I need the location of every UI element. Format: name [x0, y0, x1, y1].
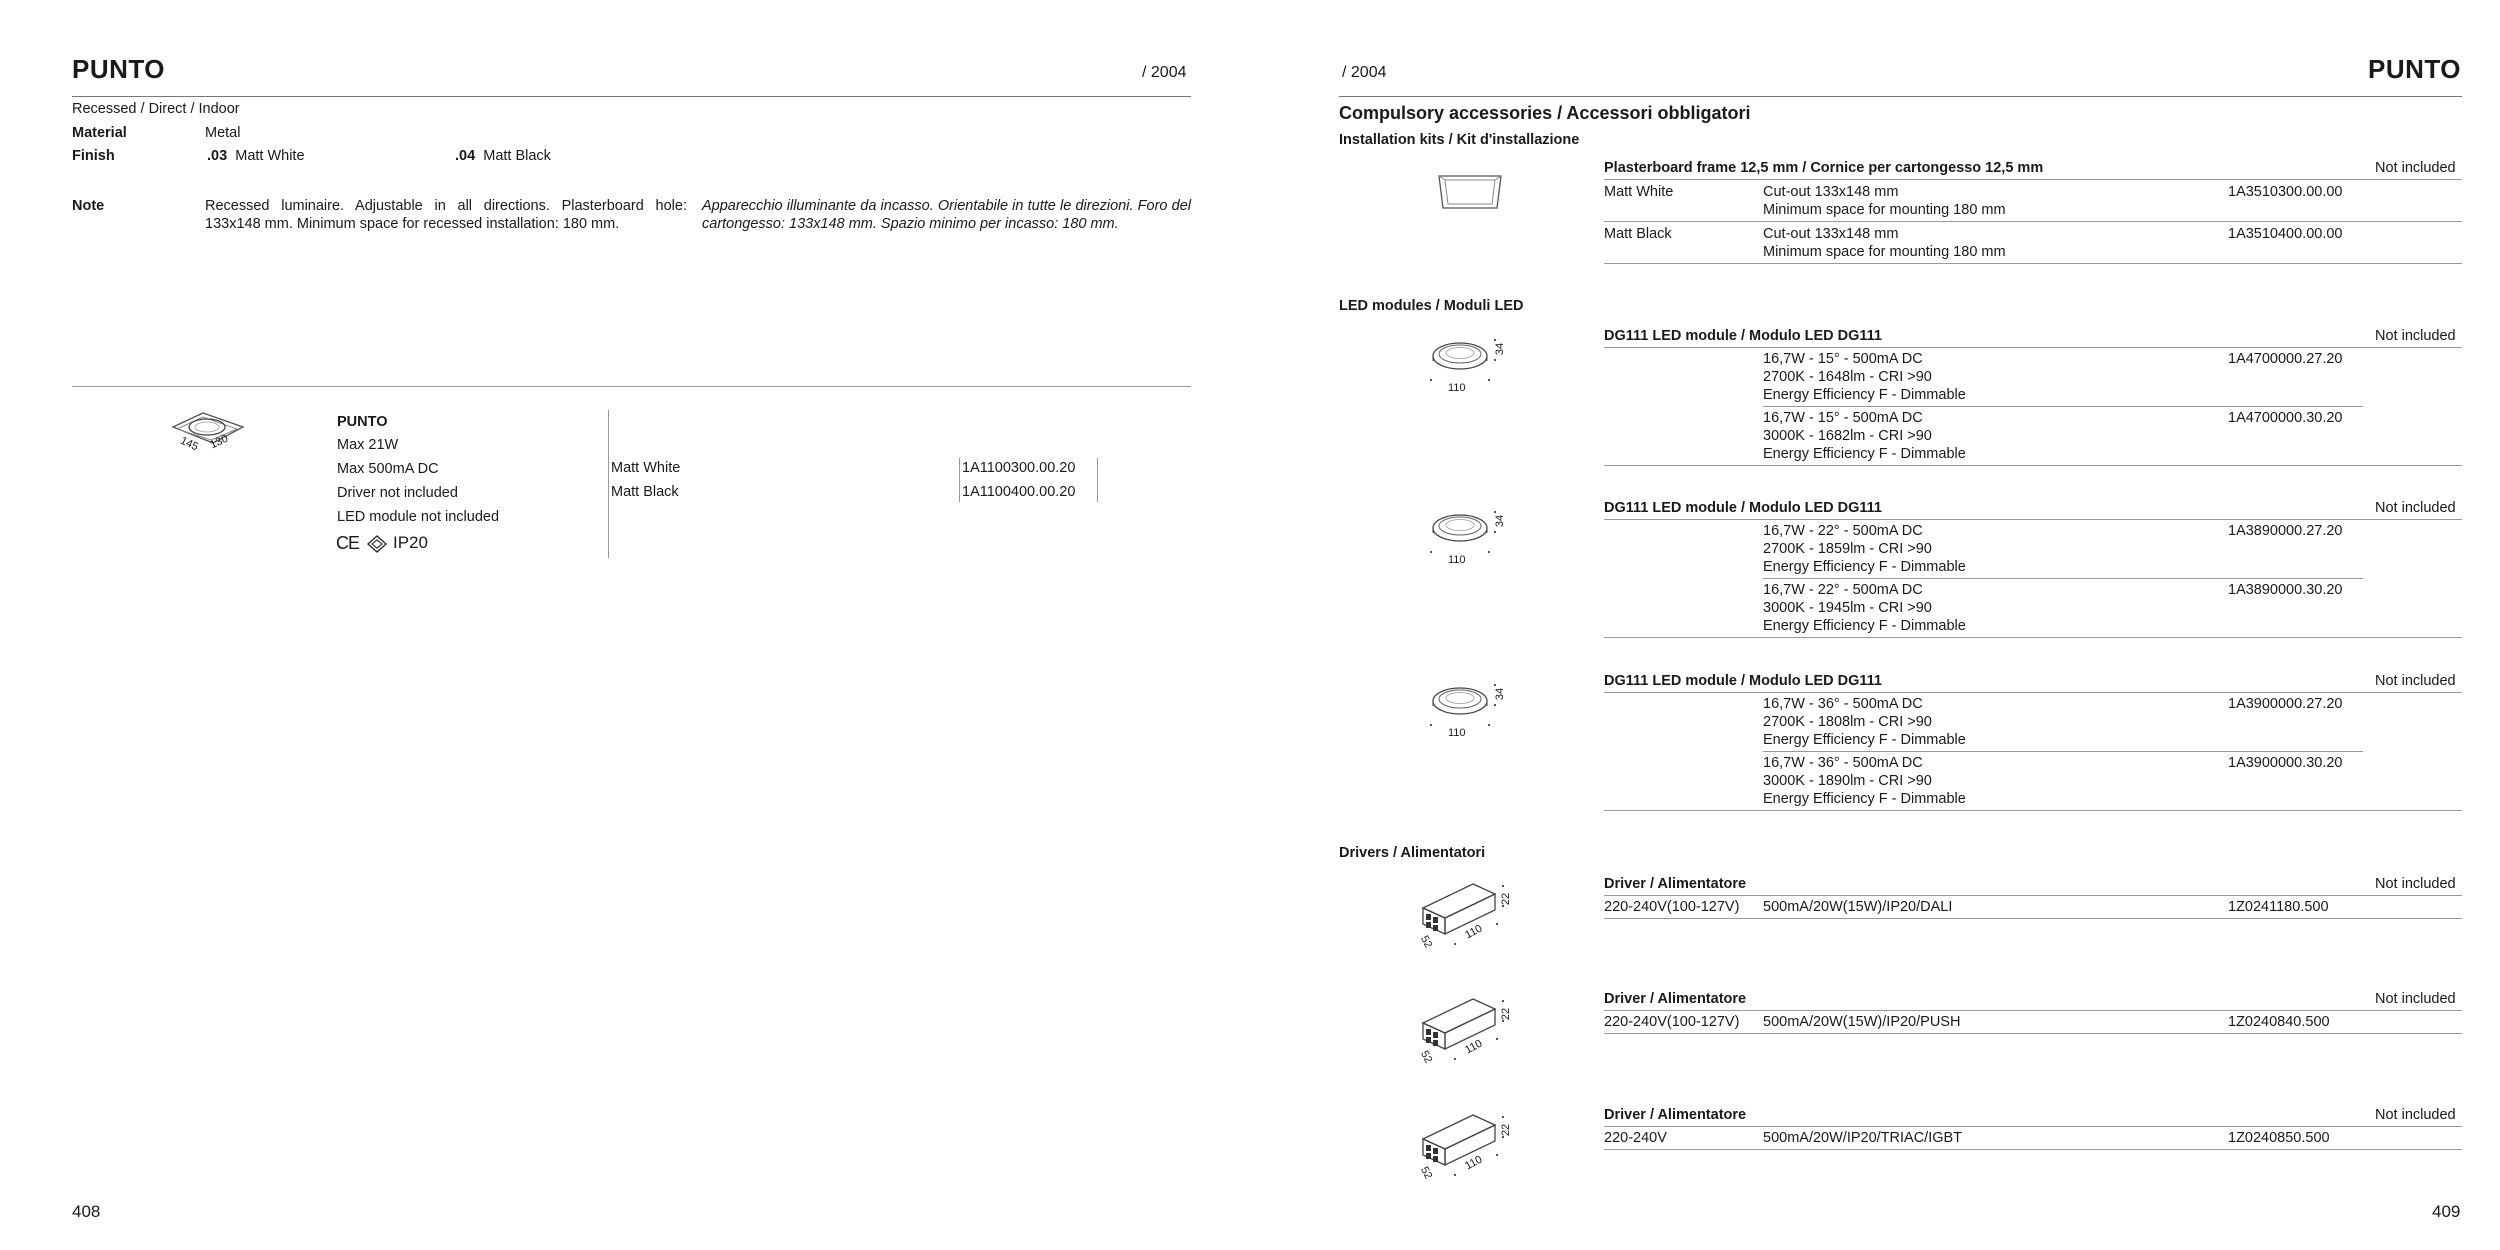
driver-rule [1604, 1126, 2462, 1127]
right-header-rule [1339, 96, 2462, 97]
left-header-rule [72, 96, 1191, 97]
accessories-heading: Compulsory accessories / Accessori obbligatori [1339, 103, 1751, 123]
drivers-heading: Drivers / Alimentatori [1339, 845, 1486, 861]
driver-voltage: 220-240V [1604, 1130, 1667, 1146]
led-dim-width: 110 [1448, 554, 1466, 566]
ip-rating: IP20 [393, 533, 428, 552]
led-row-line: 2700K - 1859lm - CRI >90 [1763, 541, 1932, 557]
right-page-year: / 2004 [1342, 64, 1387, 81]
driver-title: Driver / Alimentatore [1604, 1107, 1747, 1123]
driver-spec: 500mA/20W(15W)/IP20/DALI [1763, 899, 1953, 915]
driver-code: 1Z0240850.500 [2228, 1130, 2330, 1146]
left-page-title: PUNTO [72, 54, 166, 84]
led-row-line: Energy Efficiency F - Dimmable [1763, 559, 1966, 575]
led-group-rule [1604, 465, 2462, 466]
right-page-title: PUNTO [2368, 54, 2462, 84]
variant-divider [1097, 458, 1098, 502]
driver-status: Not included [2375, 1107, 2456, 1123]
frame-finish: Matt Black [1604, 226, 1672, 242]
led-module-drawing [1425, 330, 1505, 390]
driver-dim-width: 52 [1417, 933, 1435, 951]
led-module-drawing [1425, 502, 1505, 562]
led-row-line: 16,7W - 36° - 500mA DC [1763, 696, 1923, 712]
led-row-code: 1A4700000.27.20 [2228, 351, 2343, 367]
driver-spec: 500mA/20W/IP20/TRIAC/IGBT [1763, 1130, 1963, 1146]
led-row-line: Energy Efficiency F - Dimmable [1763, 387, 1966, 403]
led-group-rule [1604, 347, 2462, 348]
driver-dim-length: 110 [1463, 1153, 1485, 1173]
product-subtitle: Recessed / Direct / Indoor [72, 101, 240, 117]
led-group-rule [1604, 810, 2462, 811]
class-mark-icon [367, 535, 387, 553]
led-group-status: Not included [2375, 500, 2456, 516]
driver-code: 1Z0241180.500 [2228, 899, 2329, 915]
led-dim-width: 110 [1448, 382, 1466, 394]
frame-desc: Cut-out 133x148 mm [1763, 184, 1899, 200]
spec-max-watt: Max 21W [337, 437, 399, 453]
left-page-number: 408 [72, 1202, 101, 1221]
led-row-rule [1763, 406, 2363, 407]
led-group-status: Not included [2375, 673, 2456, 689]
install-kits-heading: Installation kits / Kit d'installazione [1339, 132, 1580, 148]
driver-rule [1604, 1010, 2462, 1011]
driver-voltage: 220-240V(100-127V) [1604, 1014, 1740, 1030]
frame-desc: Minimum space for mounting 180 mm [1763, 244, 2006, 260]
led-row-line: 3000K - 1945lm - CRI >90 [1763, 600, 1932, 616]
frame-rule [1604, 179, 2462, 180]
note-english: Recessed luminaire. Adjustable in all directions. Plasterboard hole: 133x148 mm. Minimum space for recessed installation: 180 mm. [205, 198, 687, 232]
finish-code: .03 [207, 148, 228, 164]
led-group-title: DG111 LED module / Modulo LED DG111 [1604, 500, 1882, 516]
led-row-code: 1A3890000.30.20 [2228, 582, 2343, 598]
led-row-code: 1A3900000.27.20 [2228, 696, 2343, 712]
led-group-title: DG111 LED module / Modulo LED DG111 [1604, 328, 1882, 344]
led-row-code: 1A3890000.27.20 [2228, 523, 2343, 539]
spec-driver: Driver not included [337, 485, 458, 501]
led-row-line: Energy Efficiency F - Dimmable [1763, 732, 1966, 748]
frame-finish: Matt White [1604, 184, 1674, 200]
driver-rule [1604, 895, 2462, 896]
led-row-rule [1763, 578, 2363, 579]
frame-title: Plasterboard frame 12,5 mm / Cornice per cartongesso 12,5 mm [1604, 160, 2044, 176]
led-row-line: Energy Efficiency F - Dimmable [1763, 446, 1966, 462]
frame-rule [1604, 221, 2462, 222]
led-dim-width: 110 [1448, 727, 1466, 739]
driver-title: Driver / Alimentatore [1604, 991, 1747, 1007]
right-page-number: 409 [2432, 1202, 2461, 1221]
dim-label-145: 145 [178, 434, 201, 454]
led-group-rule [1604, 637, 2462, 638]
material-label: Material [72, 125, 127, 141]
driver-dim-height: 22 [1500, 1007, 1513, 1021]
variant-finish: Matt Black [611, 484, 679, 500]
led-module-drawing [1425, 675, 1505, 735]
finish-option-black [455, 147, 551, 165]
plasterboard-frame-drawing [1435, 168, 1505, 216]
frame-code: 1A3510400.00.00 [2228, 226, 2343, 242]
finish-name: Matt Black [483, 148, 551, 164]
led-row-line: Energy Efficiency F - Dimmable [1763, 791, 1966, 807]
led-row-line: 16,7W - 15° - 500mA DC [1763, 410, 1923, 426]
frame-status: Not included [2375, 160, 2456, 176]
led-row-code: 1A4700000.30.20 [2228, 410, 2343, 426]
led-row-line: Energy Efficiency F - Dimmable [1763, 618, 1966, 634]
led-row-line: 16,7W - 22° - 500mA DC [1763, 582, 1923, 598]
product-divider [608, 410, 609, 558]
driver-voltage: 220-240V(100-127V) [1604, 899, 1740, 915]
driver-dim-height: 22 [1500, 892, 1513, 906]
frame-code: 1A3510300.00.00 [2228, 184, 2343, 200]
driver-dim-width: 52 [1417, 1164, 1435, 1182]
driver-dim-width: 52 [1417, 1048, 1435, 1066]
led-row-line: 16,7W - 15° - 500mA DC [1763, 351, 1923, 367]
driver-title: Driver / Alimentatore [1604, 876, 1747, 892]
driver-rule [1604, 1033, 2462, 1034]
spec-led-module: LED module not included [337, 509, 500, 525]
led-group-rule [1604, 692, 2462, 693]
ce-mark-icon: C​E [336, 533, 360, 553]
led-row-line: 2700K - 1648lm - CRI >90 [1763, 369, 1932, 385]
product-name: PUNTO [337, 414, 388, 430]
led-row-line: 16,7W - 22° - 500mA DC [1763, 523, 1923, 539]
led-group-title: DG111 LED module / Modulo LED DG111 [1604, 673, 1882, 689]
led-dim-height: 34 [1494, 687, 1507, 701]
led-row-rule [1763, 751, 2363, 752]
finish-label: Finish [72, 148, 115, 164]
led-row-line: 16,7W - 36° - 500mA DC [1763, 755, 1923, 771]
frame-desc: Minimum space for mounting 180 mm [1763, 202, 2006, 218]
driver-code: 1Z0240840.500 [2228, 1014, 2330, 1030]
led-row-line: 2700K - 1808lm - CRI >90 [1763, 714, 1932, 730]
variant-finish: Matt White [611, 460, 681, 476]
frame-desc: Cut-out 133x148 mm [1763, 226, 1899, 242]
variant-code: 1A1100400.00.20 [962, 484, 1076, 500]
material-value: Metal [205, 125, 241, 141]
driver-spec: 500mA/20W(15W)/IP20/PUSH [1763, 1014, 1961, 1030]
led-group-rule [1604, 519, 2462, 520]
note-label: Note [72, 198, 105, 214]
driver-status: Not included [2375, 991, 2456, 1007]
led-group-status: Not included [2375, 328, 2456, 344]
led-dim-height: 34 [1494, 342, 1507, 356]
spec-max-current: Max 500mA DC [337, 461, 439, 477]
driver-dim-height: 22 [1500, 1123, 1513, 1137]
frame-rule [1604, 263, 2462, 264]
led-row-code: 1A3900000.30.20 [2228, 755, 2343, 771]
led-dim-height: 34 [1494, 514, 1507, 528]
led-modules-heading: LED modules / Moduli LED [1339, 298, 1524, 314]
led-row-line: 3000K - 1890lm - CRI >90 [1763, 773, 1932, 789]
left-page-year: / 2004 [1142, 64, 1187, 81]
variant-divider [959, 458, 960, 502]
variant-code: 1A1100300.00.20 [962, 460, 1076, 476]
driver-rule [1604, 1149, 2462, 1150]
driver-dim-length: 110 [1463, 922, 1485, 942]
note-italian: Apparecchio illuminante da incasso. Orientabile in tutte le direzioni. Foro del cartongesso: 133x148 mm. Spazio minimo per incasso: 180 mm. [702, 198, 1191, 232]
finish-option-white [207, 147, 305, 165]
driver-rule [1604, 918, 2462, 919]
driver-dim-length: 110 [1463, 1037, 1485, 1057]
driver-status: Not included [2375, 876, 2456, 892]
left-section-rule [72, 386, 1191, 387]
punto-fixture-drawing [165, 405, 255, 460]
dim-label-130: 130 [208, 432, 231, 452]
finish-name: Matt White [235, 148, 305, 164]
finish-code: .04 [455, 148, 476, 164]
led-row-line: 3000K - 1682lm - CRI >90 [1763, 428, 1932, 444]
